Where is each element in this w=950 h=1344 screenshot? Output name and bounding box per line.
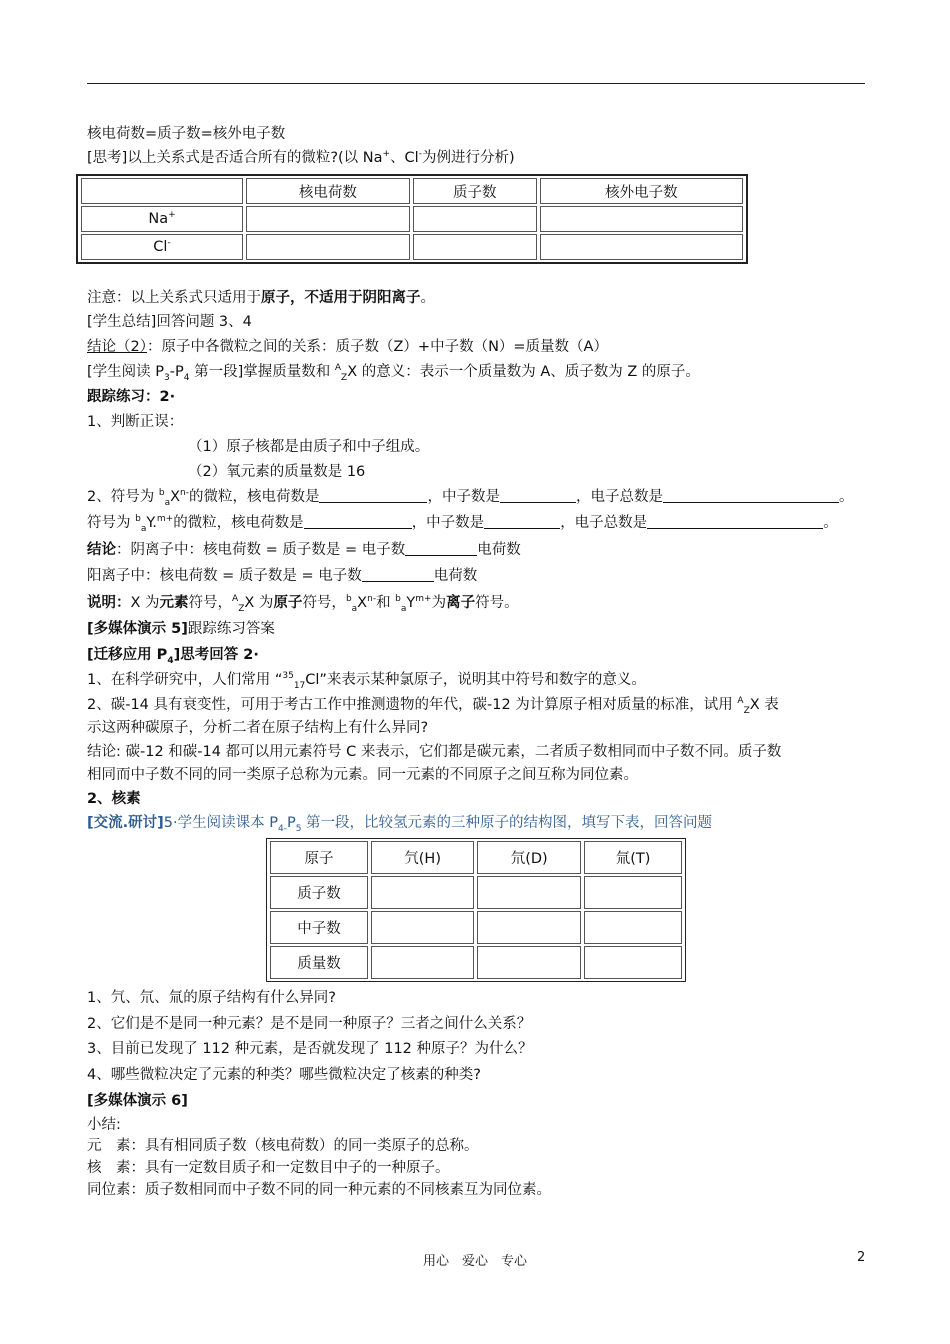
judge-heading: 1、判断正误： (87, 414, 184, 430)
judge-item-2: （2）氧元素的质量数是 16 (188, 464, 366, 480)
exchange-line: [交流.研讨]5·学生阅读课本 $P_{4-}P_5$ 第一段，比较氢元素的三种原子的结构图，填写下表，回答问题 (87, 815, 713, 834)
page-footer: 用心 爱心 专心 (422, 1254, 527, 1269)
answer-blank[interactable] (663, 488, 839, 503)
table-row (270, 876, 682, 909)
definition-element: 元 素：具有相同质子数（核电荷数）的同一类原子的总称。 (87, 1138, 479, 1154)
table-header-cell (81, 178, 243, 204)
blank-cell[interactable] (584, 946, 682, 979)
answer-blank[interactable] (362, 567, 434, 582)
table-header-cell: 氘(D) (477, 841, 581, 874)
blank-cell[interactable] (584, 876, 682, 909)
conclusion-isotope-cont: 相同而中子数不同的同一类原子总称为元素。同一元素的不同原子之间互称为同位素。 (87, 767, 638, 783)
question-anion: 2、符号为 $^b_aX^{n-}$的微粒，核电荷数是 ，中子数是 ，电子总数是 。 (87, 488, 854, 508)
question-3: 3、目前已发现了 112 种元素，是否就发现了 112 种原子？为什么？ (87, 1041, 533, 1057)
answer-blank[interactable] (500, 488, 576, 503)
conclusion-anion: 结论：阴离子中：核电荷数 = 质子数是 = 电子数 电荷数 (87, 542, 521, 558)
summary-line: [学生总结]回答问题 3、4 (87, 314, 252, 330)
question-cation: 符号为 $^b_a$Y.$^{m+}$的微粒，核电荷数是 ，中子数是 ，电子总数是 。 (87, 514, 838, 534)
table-header-cell: 核外电子数 (540, 178, 743, 204)
media-demo-6: [多媒体演示 6] (87, 1093, 188, 1109)
blank-cell[interactable] (584, 911, 682, 944)
table-header-row (270, 841, 682, 874)
transfer-question-2-cont: 示这两种碳原子，分析二者在原子结构上有什么异同? (87, 720, 429, 736)
table-row (81, 234, 743, 260)
table-header-cell: 原子 (270, 841, 368, 874)
section-nuclide: 2、核素 (87, 791, 141, 807)
blank-cell[interactable] (413, 234, 537, 260)
blank-cell[interactable] (246, 234, 410, 260)
transfer-question-1: 1、在科学研究中，人们常用 “$^{35}_{17}$Cl”来表示某种氯原子，说明其中符号和数字的意义。 (87, 671, 646, 691)
definition-isotope: 同位素：质子数相同而中子数不同的同一种元素的不同核素互为同位素。 (87, 1182, 551, 1198)
note-line: 注意：以上关系式只适用于原子，不适用于阴阳离子。 (87, 290, 435, 306)
conclusion-cation: 阳离子中：核电荷数 = 质子数是 = 电子数 电荷数 (87, 568, 478, 584)
blank-cell[interactable] (371, 876, 474, 909)
question-4: 4、哪些微粒决定了元素的种类？哪些微粒决定了核素的种类? (87, 1067, 481, 1083)
answer-blank[interactable] (405, 541, 477, 556)
blank-cell[interactable] (477, 876, 581, 909)
blank-cell[interactable] (477, 946, 581, 979)
table-header-cell: 氕(H) (371, 841, 474, 874)
hydrogen-table (266, 838, 686, 982)
row-label: 质量数 (270, 946, 368, 979)
blank-cell[interactable] (413, 206, 537, 232)
ion-table (76, 174, 748, 264)
transfer-title: [迁移应用 $P_4$]思考回答 2· (87, 647, 259, 666)
practice-title: 跟踪练习：2· (87, 389, 176, 405)
blank-cell[interactable] (371, 911, 474, 944)
table-row (81, 206, 743, 232)
row-label: 质子数 (270, 876, 368, 909)
table-header-row (81, 178, 743, 204)
row-label: 中子数 (270, 911, 368, 944)
relation-line: 核电荷数=质子数=核外电子数 (87, 126, 286, 142)
media-demo-5: [多媒体演示 5]跟踪练习答案 (87, 621, 275, 637)
answer-blank[interactable] (484, 514, 560, 529)
blank-cell[interactable] (477, 911, 581, 944)
question-1: 1、氕、氘、氚的原子结构有什么异同? (87, 990, 336, 1006)
blank-cell[interactable] (540, 206, 743, 232)
page-number: 2 (857, 1250, 866, 1265)
explanation-line: 说明：X 为元素符号，$^A_Z$X 为原子符号，$^b_aX^{n-}$和 $^b_aY^{m+}$为离子符号。 (87, 594, 519, 614)
summary-label: 小结: (87, 1117, 121, 1133)
conclusion-isotope: 结论: 碳-12 和碳-14 都可以用元素符号 C 来表示，它们都是碳元素，二者质子数相同而中子数不同。质子数 (87, 744, 782, 760)
blank-cell[interactable] (246, 206, 410, 232)
answer-blank[interactable] (304, 514, 412, 529)
row-label: Na+ (81, 206, 243, 232)
definition-nuclide: 核 素：具有一定数目质子和一定数目中子的一种原子。 (87, 1160, 450, 1176)
table-header-cell: 氚(T) (584, 841, 682, 874)
think-line: [思考]以上关系式是否适合所有的微粒?(以 Na+、Cl-为例进行分析) (87, 149, 515, 166)
blank-cell[interactable] (540, 234, 743, 260)
table-row (270, 946, 682, 979)
conclusion-2: 结论（2）：原子中各微粒之间的关系：质子数（Z）+中子数（N）=质量数（A） (87, 339, 608, 355)
answer-blank[interactable] (319, 488, 427, 503)
answer-blank[interactable] (647, 514, 823, 529)
table-header-cell: 质子数 (413, 178, 537, 204)
transfer-question-2: 2、碳-14 具有衰变性，可用于考古工作中推测遗物的年代，碳-12 为计算原子相对质量的标准，试用 $^A_Z$X 表 (87, 696, 779, 716)
table-row (270, 911, 682, 944)
reading-line: [学生阅读 $P_3-P_4$ 第一段]掌握质量数和 $^A_Z$X 的意义：表示一个质量数为 A、质子数为 Z 的原子。 (87, 363, 700, 383)
header-rule (87, 83, 865, 84)
question-2: 2、它们是不是同一种元素？是不是同一种原子？三者之间什么关系？ (87, 1016, 532, 1032)
blank-cell[interactable] (371, 946, 474, 979)
row-label: Cl- (81, 234, 243, 260)
judge-item-1: （1）原子核都是由质子和中子组成。 (188, 439, 430, 455)
table-header-cell: 核电荷数 (246, 178, 410, 204)
